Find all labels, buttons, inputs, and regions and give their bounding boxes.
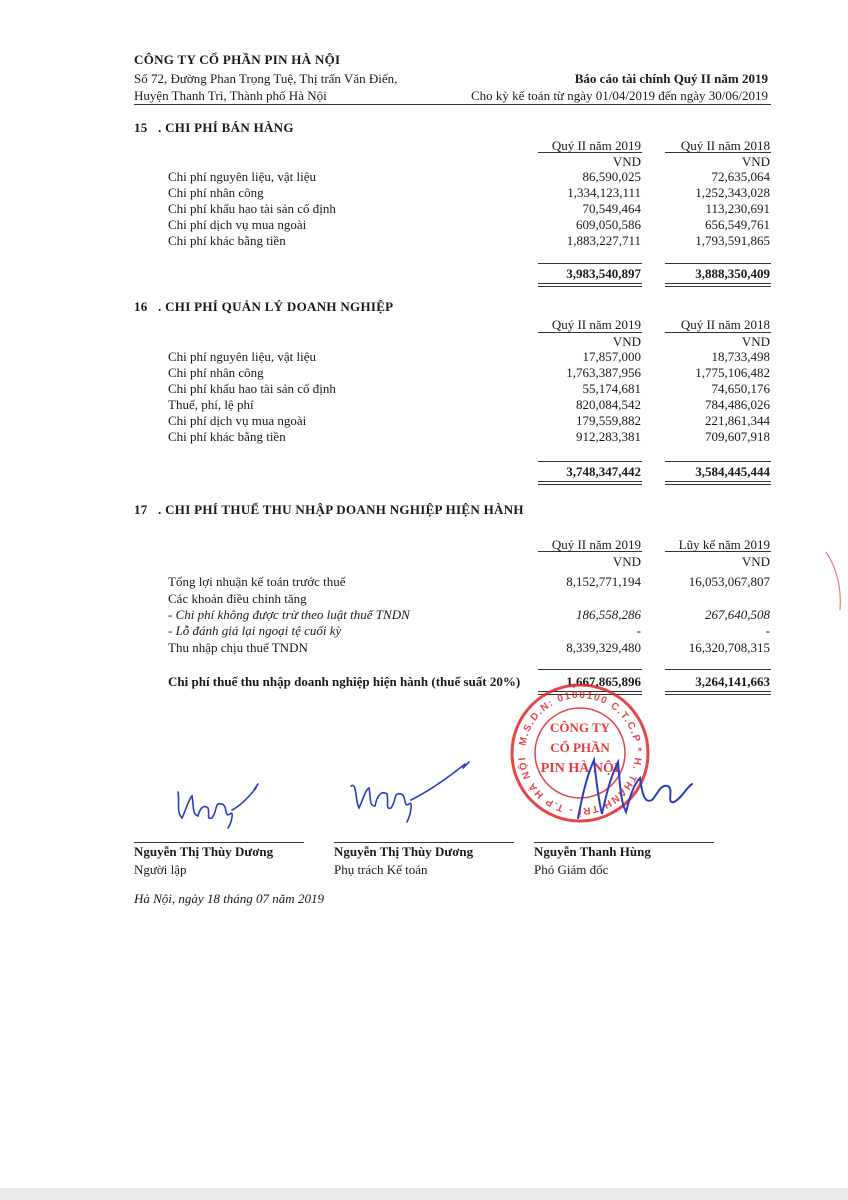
section-17-total-rule-bottom — [665, 694, 771, 695]
section-16-col1-header: Quý II năm 2019 — [551, 317, 641, 332]
signature-preparer — [170, 770, 290, 830]
section-15-row-value: 1,793,591,865 — [695, 233, 770, 248]
section-15-total-rule-bottom — [538, 283, 642, 284]
section-17-row-value: - — [636, 623, 641, 638]
seal-line2: CỔ PHẦN — [550, 740, 610, 755]
section-16-total: 3,748,347,442 — [566, 464, 641, 479]
section-17-total-label: Chi phí thuế thu nhập doanh nghiệp hiện hành (thuế suất 20%) — [168, 674, 521, 689]
section-16-col1-rule — [538, 332, 642, 333]
section-17-total-rule-top — [538, 669, 642, 670]
preparer-role: Người lập — [134, 862, 187, 877]
section-16-row-value: 784,486,026 — [705, 397, 770, 412]
section-15-row-value: 72,635,064 — [711, 169, 770, 184]
place-date: Hà Nội, ngày 18 tháng 07 năm 2019 — [134, 891, 324, 906]
preparer-name: Nguyễn Thị Thùy Dương — [134, 844, 274, 859]
section-16-row-label: Chi phí nhân công — [168, 365, 264, 380]
section-15-total-rule-bottom — [665, 283, 771, 284]
accountant-name: Nguyễn Thị Thùy Dương — [334, 844, 474, 859]
section-17-col1-unit: VND — [612, 554, 641, 569]
section-15-title: . CHI PHÍ BÁN HÀNG — [158, 120, 294, 135]
section-16-col1-unit: VND — [612, 334, 641, 349]
section-17-row-label: Tổng lợi nhuận kế toán trước thuế — [168, 574, 346, 589]
report-period: Cho kỳ kế toán từ ngày 01/04/2019 đến ngày 30/06/2019 — [471, 88, 768, 103]
section-17-row-value: 16,320,708,315 — [688, 640, 770, 655]
signature-accountant — [345, 760, 485, 830]
section-15-row-label: Chi phí khác bằng tiền — [168, 233, 286, 248]
signature-line-accountant — [334, 842, 514, 843]
section-15-col2-rule — [665, 152, 771, 153]
section-15-total-rule-top — [665, 263, 771, 264]
section-15-col1-header: Quý II năm 2019 — [551, 138, 641, 153]
company-name: CÔNG TY CỔ PHẦN PIN HÀ NỘI — [134, 52, 341, 67]
company-address-line1: Số 72, Đường Phan Trọng Tuệ, Thị trấn Văn Điển, — [134, 71, 398, 86]
section-16-total-rule-bottom — [665, 481, 771, 482]
section-17-row-value: 16,053,067,807 — [688, 574, 770, 589]
section-16-row-label: Chi phí khác bằng tiền — [168, 429, 286, 444]
signature-line-preparer — [134, 842, 304, 843]
section-17-number: 17 — [134, 502, 148, 517]
section-15-row-value: 656,549,761 — [705, 217, 770, 232]
section-16-row-value: 1,763,387,956 — [566, 365, 641, 380]
header-divider — [134, 104, 771, 105]
section-17-col2-unit: VND — [741, 554, 770, 569]
section-16-row-value: 912,283,381 — [576, 429, 641, 444]
section-16-title: . CHI PHÍ QUẢN LÝ DOANH NGHIỆP — [158, 299, 394, 314]
section-15-row-value: 609,050,586 — [576, 217, 641, 232]
section-15-row-label: Chi phí dịch vụ mua ngoài — [168, 217, 307, 232]
section-17-col2-rule — [665, 551, 771, 552]
section-16-row-value: 18,733,498 — [711, 349, 770, 364]
section-17-col2-header: Lũy kế năm 2019 — [678, 537, 770, 552]
section-15-row-value: 1,252,343,028 — [695, 185, 770, 200]
section-16-row-value: 17,857,000 — [582, 349, 641, 364]
section-15-row-value: 1,883,227,711 — [566, 233, 641, 248]
section-17-row-value: - — [765, 623, 770, 638]
section-15-total: 3,888,350,409 — [695, 266, 770, 281]
section-15-total-rule-bottom — [538, 286, 642, 287]
section-15-row-label: Chi phí nhân công — [168, 185, 264, 200]
section-15-col2-unit: VND — [741, 154, 770, 169]
section-16-row-value: 55,174,681 — [582, 381, 641, 396]
section-15-row-value: 113,230,691 — [705, 201, 770, 216]
company-address-line2: Huyện Thanh Trì, Thành phố Hà Nội — [134, 88, 327, 103]
section-16-total-rule-bottom — [538, 481, 642, 482]
deputy-director-role: Phó Giám đốc — [534, 862, 609, 877]
seal-line3: PIN HÀ NỘI — [540, 761, 620, 776]
section-16-total: 3,584,445,444 — [695, 464, 770, 479]
section-17-total-rule-bottom — [665, 691, 771, 692]
section-16-col2-unit: VND — [741, 334, 770, 349]
section-16-row-label: Chi phí khấu hao tài sản cố định — [168, 381, 336, 396]
section-15-total: 3,983,540,897 — [566, 266, 641, 281]
section-17-row-value: 8,152,771,194 — [566, 574, 641, 589]
section-16-total-rule-bottom — [665, 484, 771, 485]
section-16-row-label: Chi phí dịch vụ mua ngoài — [168, 413, 307, 428]
signature-line-deputy-director — [534, 842, 714, 843]
section-16-total-rule-bottom — [538, 484, 642, 485]
section-16-col2-header: Quý II năm 2018 — [680, 317, 770, 332]
section-15-row-value: 86,590,025 — [582, 169, 641, 184]
section-16-total-rule-top — [538, 461, 642, 462]
section-15-number: 15 — [134, 120, 148, 135]
section-16-row-value: 820,084,542 — [576, 397, 641, 412]
accountant-role: Phụ trách Kế toán — [334, 862, 428, 877]
section-17-row-label: Các khoản điều chỉnh tăng — [168, 591, 307, 606]
report-title: Báo cáo tài chính Quý II năm 2019 — [574, 71, 768, 86]
section-17-total: 3,264,141,663 — [695, 674, 770, 689]
section-15-row-value: 1,334,123,111 — [567, 185, 641, 200]
seal-ring-text: M.S.D.N: 0100100 C.T.C.P * H. THANH TRÌ - T.P HÀ NỘI — [517, 689, 644, 817]
section-16-total-rule-top — [665, 461, 771, 462]
section-17-row-label: Thu nhập chịu thuế TNDN — [168, 640, 308, 655]
section-16-row-value: 709,607,918 — [705, 429, 770, 444]
section-17-row-value: 186,558,286 — [576, 607, 641, 622]
section-15-row-label: Chi phí khấu hao tài sản cố định — [168, 201, 336, 216]
section-16-col2-rule — [665, 332, 771, 333]
section-17-col1-header: Quý II năm 2019 — [551, 537, 641, 552]
section-15-col1-unit: VND — [612, 154, 641, 169]
section-16-row-value: 1,775,106,482 — [695, 365, 770, 380]
section-16-row-value: 179,559,882 — [576, 413, 641, 428]
section-15-row-value: 70,549,464 — [582, 201, 641, 216]
section-16-row-value: 74,650,176 — [711, 381, 770, 396]
section-16-row-value: 221,861,344 — [705, 413, 770, 428]
section-16-number: 16 — [134, 299, 148, 314]
section-17-row-label: - Chi phí không được trừ theo luật thuế TNDN — [168, 607, 410, 622]
section-15-row-label: Chi phí nguyên liệu, vật liệu — [168, 169, 317, 184]
deputy-director-name: Nguyễn Thanh Hùng — [534, 844, 651, 859]
section-17-total-rule-top — [665, 669, 771, 670]
section-17-total: 1,667,865,896 — [566, 674, 641, 689]
section-17-row-value: 8,339,329,480 — [566, 640, 641, 655]
scan-bottom-edge — [0, 1188, 848, 1200]
section-17-row-value: 267,640,508 — [705, 607, 770, 622]
margin-mark — [820, 548, 848, 618]
seal-line1: CÔNG TY — [549, 720, 611, 735]
section-15-total-rule-bottom — [665, 286, 771, 287]
section-17-row-label: - Lỗ đánh giá lại ngoại tệ cuối kỳ — [168, 623, 342, 638]
signature-deputy-director — [560, 748, 700, 838]
section-16-row-label: Chi phí nguyên liệu, vật liệu — [168, 349, 317, 364]
section-17-title: . CHI PHÍ THUẾ THU NHẬP DOANH NGHIỆP HIỆN HÀNH — [158, 502, 524, 517]
section-15-col2-header: Quý II năm 2018 — [680, 138, 770, 153]
section-17-col1-rule — [538, 551, 642, 552]
section-15-total-rule-top — [538, 263, 642, 264]
section-15-col1-rule — [538, 152, 642, 153]
section-16-row-label: Thuế, phí, lệ phí — [168, 397, 254, 412]
